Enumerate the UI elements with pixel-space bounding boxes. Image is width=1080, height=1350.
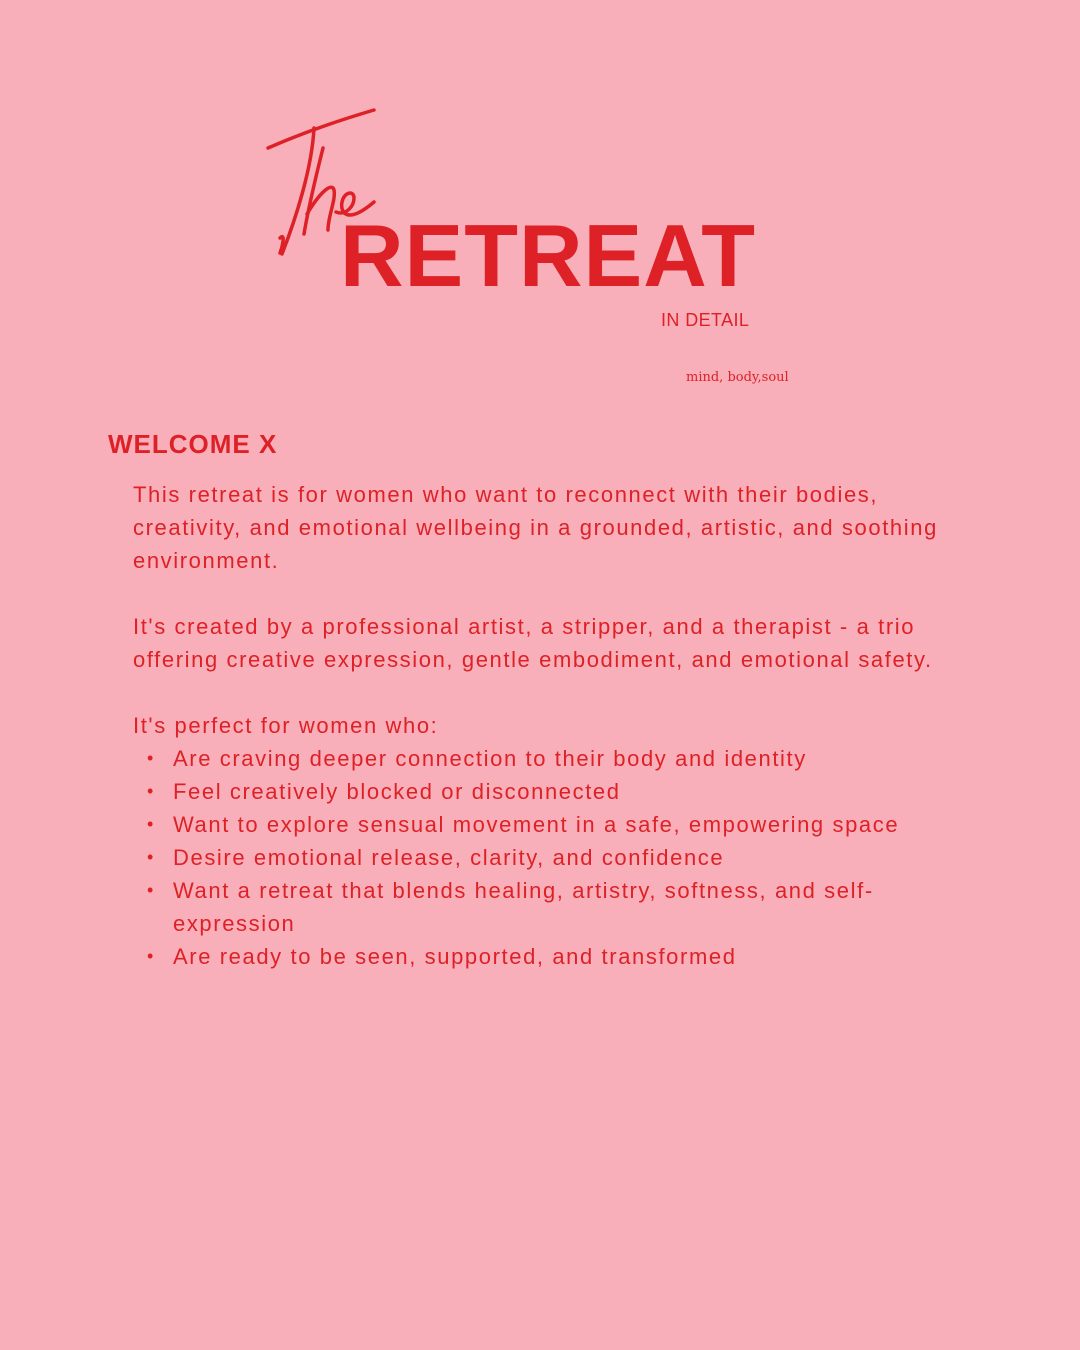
list-item-text: Want a retreat that blends healing, artistry, softness, and self-expression [173,878,874,936]
bullet-icon: • [147,748,154,768]
list-item [133,775,983,808]
bullet-icon: • [147,814,154,834]
list-intro: It's perfect for women who: [133,713,439,738]
list-item-text: Are ready to be seen, supported, and transformed [173,944,737,969]
list-item-text: Are craving deeper connection to their body and identity [173,746,807,771]
list-item [133,874,983,940]
list-item-text: Desire emotional release, clarity, and confidence [173,845,725,870]
bullet-icon: • [147,880,154,900]
list-item [133,808,983,841]
creators-paragraph: It's created by a professional artist, a stripper, and a therapist - a trio offering creative expression, gentle embodiment, and emotional safety. [133,614,933,672]
audience-list [133,742,983,973]
intro-paragraph: This retreat is for women who want to reconnect with their bodies, creativity, and emotional wellbeing in a grounded, artistic, and soothing environment. [133,482,938,573]
list-item-text: Want to explore sensual movement in a safe, empowering space [173,812,900,837]
retreat-title: RETREAT [340,206,757,305]
bullet-icon: • [147,847,154,867]
list-item [133,742,983,775]
bullet-icon: • [147,946,154,966]
retreat-description [133,478,983,973]
mind-body-soul-tagline: mind, body,soul [686,370,789,385]
list-item [133,841,983,874]
list-item-text: Feel creatively blocked or disconnected [173,779,621,804]
welcome-heading: WELCOME X [108,429,278,459]
in-detail-subtitle: IN DETAIL [661,310,750,330]
list-item [133,940,983,973]
bullet-icon: • [147,781,154,801]
